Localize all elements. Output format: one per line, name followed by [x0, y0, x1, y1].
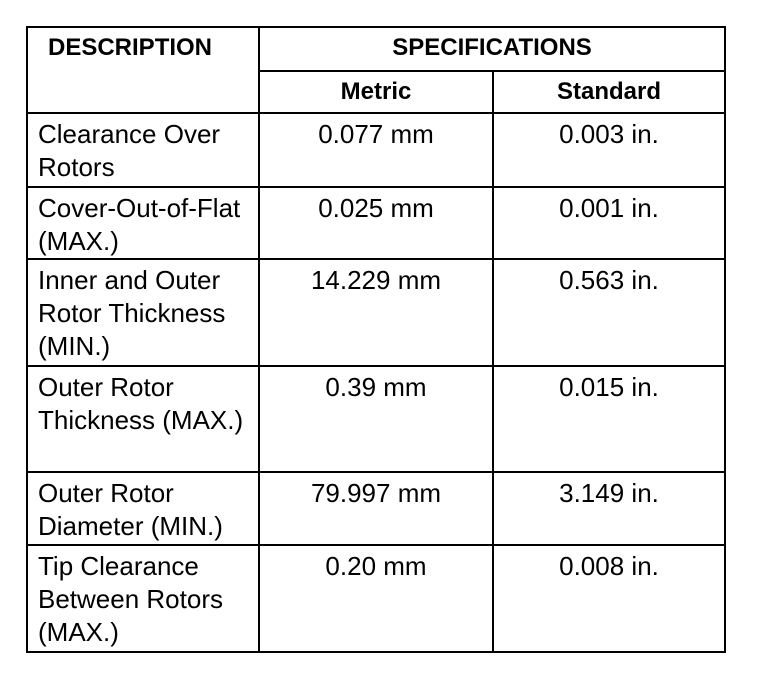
metric-cell: 0.025 mm: [259, 187, 493, 259]
description-cell: Clearance Over Rotors: [27, 113, 259, 187]
standard-cell: 0.015 in.: [493, 366, 725, 472]
description-cell: Cover-Out-of-Flat (MAX.): [27, 187, 259, 259]
description-cell: Inner and Outer Rotor Thickness (MIN.): [27, 259, 259, 366]
table-row: [27, 187, 725, 259]
table-row: [27, 259, 725, 366]
specifications-table: [26, 26, 726, 653]
standard-cell: 0.563 in.: [493, 259, 725, 366]
table-header-row: [27, 27, 725, 71]
table-row: [27, 545, 725, 652]
standard-cell: 0.003 in.: [493, 113, 725, 187]
specifications-header: SPECIFICATIONS: [259, 27, 725, 71]
standard-cell: 3.149 in.: [493, 472, 725, 545]
table-row: [27, 366, 725, 472]
description-header: DESCRIPTION: [27, 27, 259, 113]
description-cell: Outer Rotor Diameter (MIN.): [27, 472, 259, 545]
description-cell: Tip Clearance Between Rotors (MAX.): [27, 545, 259, 652]
standard-header: Standard: [493, 71, 725, 113]
metric-cell: 0.077 mm: [259, 113, 493, 187]
metric-cell: 0.20 mm: [259, 545, 493, 652]
table-row: [27, 472, 725, 545]
table-row: [27, 113, 725, 187]
standard-cell: 0.008 in.: [493, 545, 725, 652]
metric-cell: 79.997 mm: [259, 472, 493, 545]
standard-cell: 0.001 in.: [493, 187, 725, 259]
description-cell: Outer Rotor Thickness (MAX.): [27, 366, 259, 472]
metric-header: Metric: [259, 71, 493, 113]
metric-cell: 14.229 mm: [259, 259, 493, 366]
metric-cell: 0.39 mm: [259, 366, 493, 472]
